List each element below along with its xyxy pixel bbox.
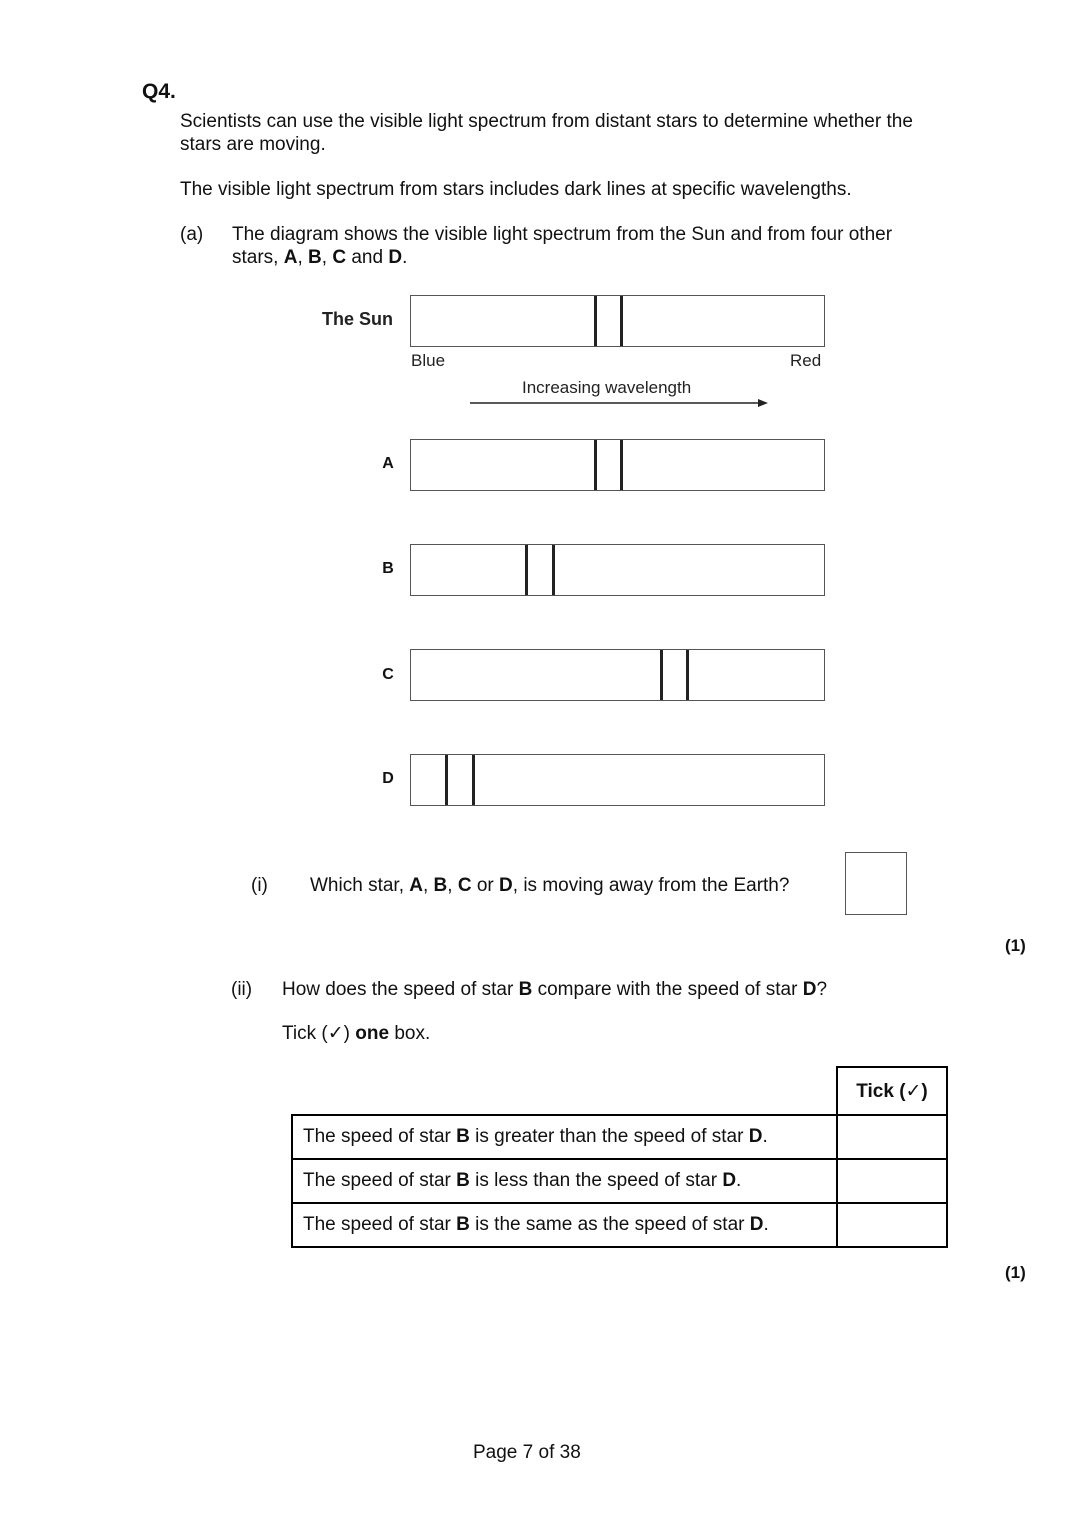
blue-label: Blue xyxy=(411,351,446,370)
intro-line-2: stars are moving. xyxy=(180,134,326,155)
tick-header: Tick (✓) xyxy=(837,1067,947,1115)
axis-label: Increasing wavelength xyxy=(522,378,692,397)
option-2-text: The speed of star B is less than the speed of star D. xyxy=(292,1159,837,1203)
table-row xyxy=(292,1203,947,1247)
part-a-line-1: The diagram shows the visible light spectrum from the Sun and from four other xyxy=(232,224,893,245)
star-c-dark-line-2 xyxy=(686,650,689,700)
options-table xyxy=(291,1066,948,1248)
table-row xyxy=(292,1159,947,1203)
tick-instruction: Tick (✓) one box. xyxy=(282,1023,431,1044)
red-label: Red xyxy=(790,351,822,370)
star-c-dark-line-1 xyxy=(660,650,663,700)
answer-box[interactable] xyxy=(845,852,907,915)
wavelength-arrow xyxy=(468,396,770,410)
table-header-row xyxy=(292,1067,947,1115)
part-a-label: (a) xyxy=(180,224,204,245)
page-number: Page 7 of 38 xyxy=(473,1442,581,1463)
star-c-spectrum xyxy=(410,649,825,701)
star-b-label: B xyxy=(382,560,394,577)
option-1-tick-box[interactable] xyxy=(837,1115,947,1159)
part-i-marks: (1) xyxy=(1005,936,1026,955)
star-b-dark-line-2 xyxy=(552,545,555,595)
table-row xyxy=(292,1115,947,1159)
intro-line-1: Scientists can use the visible light spectrum from distant stars to determine whether the xyxy=(180,111,913,132)
part-i-label: (i) xyxy=(251,875,268,896)
star-a-spectrum xyxy=(410,439,825,491)
star-a-dark-line-2 xyxy=(620,440,623,490)
part-i-question: Which star, A, B, C or D, is moving away from the Earth? xyxy=(310,875,790,896)
sun-spectrum xyxy=(410,295,825,347)
question-number: Q4. xyxy=(142,80,176,103)
option-1-text: The speed of star B is greater than the speed of star D. xyxy=(292,1115,837,1159)
sun-dark-line-2 xyxy=(620,296,623,346)
star-a-label: A xyxy=(382,455,394,472)
star-c-label: C xyxy=(382,666,394,683)
option-3-tick-box[interactable] xyxy=(837,1203,947,1247)
part-a-line-2: stars, A, B, C and D. xyxy=(232,247,408,268)
star-d-label: D xyxy=(382,770,394,787)
part-ii-question: How does the speed of star B compare with the speed of star D? xyxy=(282,979,828,1000)
part-ii-label: (ii) xyxy=(231,979,253,1000)
option-3-text: The speed of star B is the same as the speed of star D. xyxy=(292,1203,837,1247)
option-2-tick-box[interactable] xyxy=(837,1159,947,1203)
star-b-spectrum xyxy=(410,544,825,596)
star-a-dark-line-1 xyxy=(594,440,597,490)
part-ii-marks: (1) xyxy=(1005,1263,1026,1282)
star-d-dark-line-2 xyxy=(472,755,475,805)
sun-label: The Sun xyxy=(322,309,393,329)
star-d-dark-line-1 xyxy=(445,755,448,805)
star-b-dark-line-1 xyxy=(525,545,528,595)
dark-lines-text: The visible light spectrum from stars includes dark lines at specific wavelengths. xyxy=(180,179,852,200)
sun-dark-line-1 xyxy=(594,296,597,346)
star-d-spectrum xyxy=(410,754,825,806)
